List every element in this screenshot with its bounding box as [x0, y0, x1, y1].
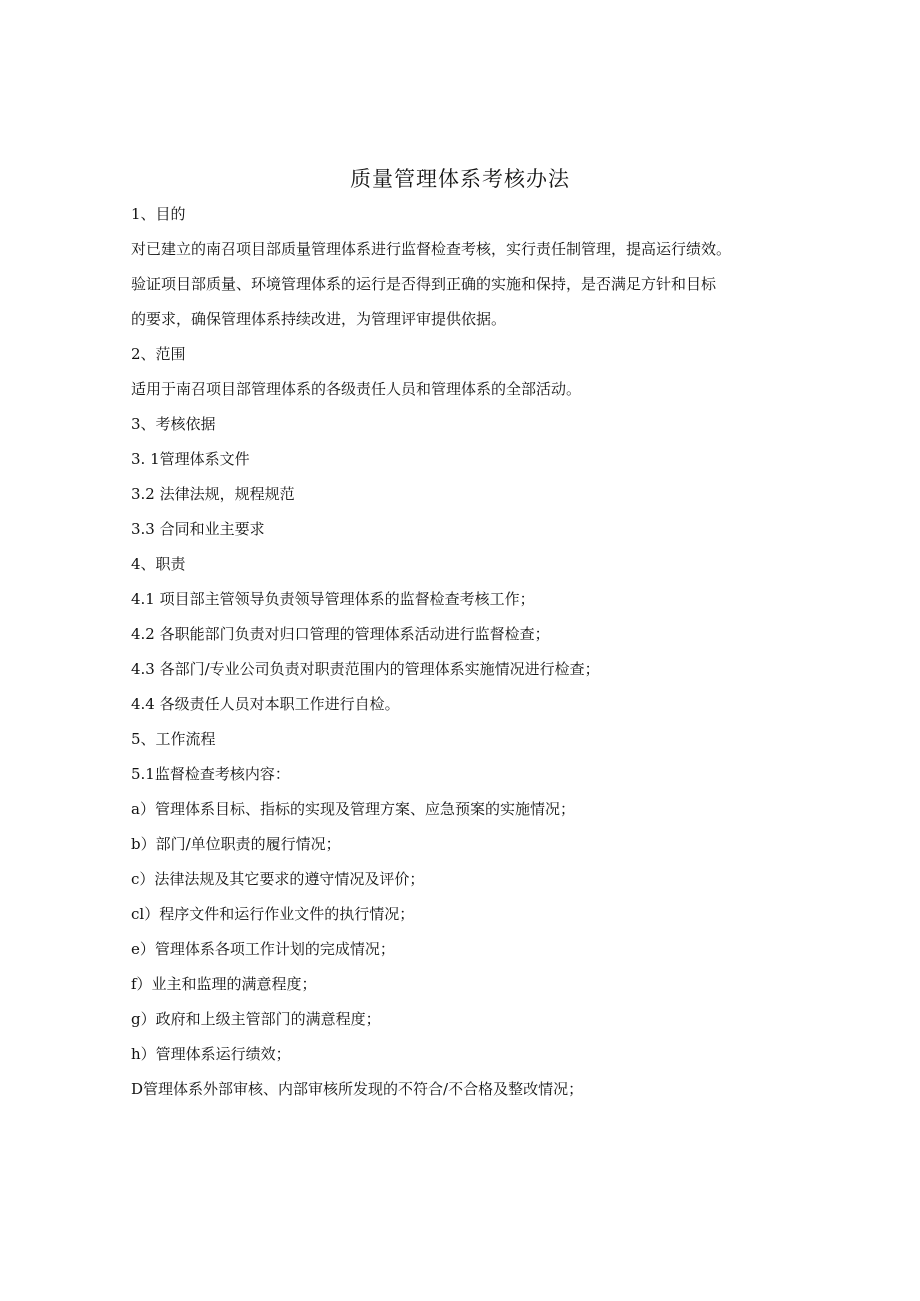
list-item: cl）程序文件和运行作业文件的执行情况；	[131, 905, 415, 923]
paragraph-line: 对已建立的南召项目部质量管理体系进行监督检查考核，实行责任制管理，提高运行绩效。	[131, 240, 732, 258]
list-item: b）部门/单位职责的履行情况；	[131, 835, 341, 853]
list-item: D管理体系外部审核、内部审核所发现的不符合/不合格及整改情况；	[131, 1080, 584, 1098]
list-item: g）政府和上级主管部门的满意程度；	[131, 1010, 381, 1028]
list-item: 3.3 合同和业主要求	[131, 520, 265, 538]
document-body	[131, 197, 803, 1107]
section-heading-purpose: 1、目的	[131, 205, 186, 223]
section-heading-basis: 3、考核依据	[131, 415, 216, 433]
list-item: 4.3 各部门/专业公司负责对职责范围内的管理体系实施情况进行检查；	[131, 660, 600, 678]
paragraph-line: 的要求，确保管理体系持续改进，为管理评审提供依据。	[131, 310, 507, 328]
list-item: a）管理体系目标、指标的实现及管理方案、应急预案的实施情况；	[131, 800, 575, 818]
list-item: 4.1 项目部主管领导负责领导管理体系的监督检查考核工作；	[131, 590, 535, 608]
list-item: h）管理体系运行绩效；	[131, 1045, 291, 1063]
list-item: 4.4 各级责任人员对本职工作进行自检。	[131, 695, 400, 713]
list-item: 3. 1管理体系文件	[131, 450, 250, 468]
list-item: 5.1监督检查考核内容：	[131, 765, 290, 783]
list-item: 4.2 各职能部门负责对归口管理的管理体系活动进行监督检查；	[131, 625, 550, 643]
section-heading-duties: 4、职责	[131, 555, 186, 573]
paragraph-line: 适用于南召项目部管理体系的各级责任人员和管理体系的全部活动。	[131, 380, 582, 398]
section-heading-scope: 2、范围	[131, 345, 186, 363]
paragraph-line: 验证项目部质量、环境管理体系的运行是否得到正确的实施和保持，是否满足方针和目标	[131, 275, 717, 293]
list-item: c）法律法规及其它要求的遵守情况及评价；	[131, 870, 425, 888]
list-item: f）业主和监理的满意程度；	[131, 975, 317, 993]
list-item: e）管理体系各项工作计划的完成情况；	[131, 940, 395, 958]
document-title: 质量管理体系考核办法	[350, 167, 570, 191]
list-item: 3.2 法律法规，规程规范	[131, 485, 295, 503]
section-heading-workflow: 5、工作流程	[131, 730, 216, 748]
